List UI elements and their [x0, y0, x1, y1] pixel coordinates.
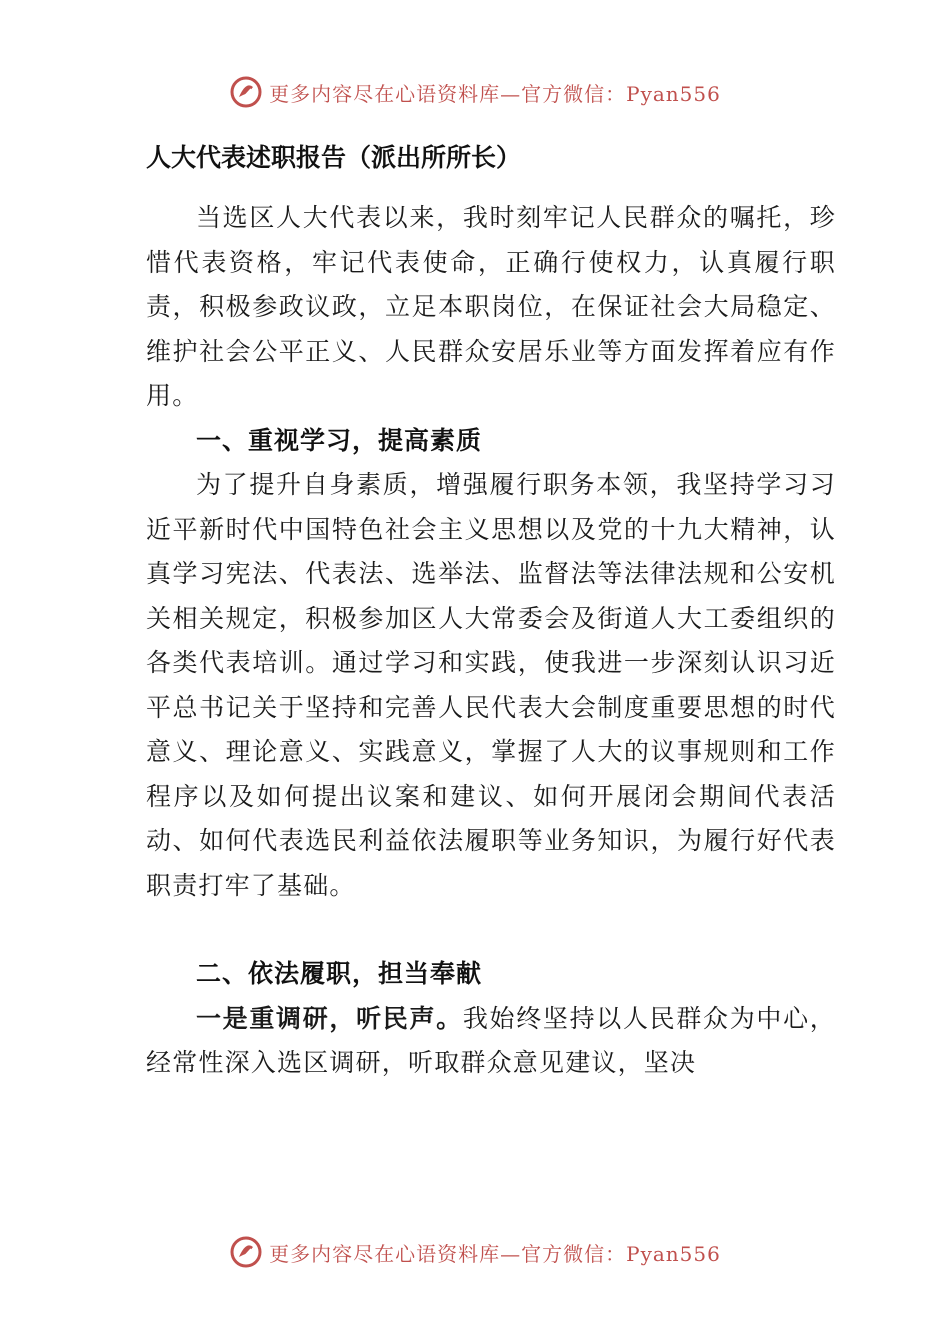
logo-icon: [229, 75, 263, 109]
header-banner: [0, 72, 950, 112]
banner-text: 更多内容尽在心语资料库—官方微信：Pyan556: [269, 81, 721, 106]
section2-body: 我始终坚持以人民群众为中心，经常性深入选区调研，听取群众意见建议，坚决: [146, 1003, 836, 1077]
section2-lead: 一是重调研，听民声。: [196, 1003, 463, 1033]
intro-paragraph: 当选区人大代表以来，我时刻牢记人民群众的嘱托，珍惜代表资格，牢记代表使命，正确行使权力，认真履行职责，积极参政议政，立足本职岗位，在保证社会大局稳定、维护社会公平正义、人民群众安居乐业等方面发挥着应有作用。: [146, 203, 836, 410]
section1-paragraph: 为了提升自身素质，增强履行职务本领，我坚持学习习近平新时代中国特色社会主义思想以及党的十九大精神，认真学习宪法、代表法、选举法、监督法等法律法规和公安机关相关规定，积极参加区人大常委会及街道人大工委组织的各类代表培训。通过学习和实践，使我进一步深刻认识习近平总书记关于坚持和完善人民代表大会制度重要思想的时代意义、理论意义、实践意义，掌握了人大的议事规则和工作程序以及如何提出议案和建议、如何开展闭会期间代表活动、如何代表选民利益依法履职等业务知识，为履行好代表职责打牢了基础。: [146, 470, 836, 900]
document-body: [146, 138, 836, 1086]
footer-banner: [0, 1232, 950, 1272]
document-title: 人大代表述职报告（派出所所长）: [146, 143, 522, 172]
section2-heading: 二、依法履职，担当奉献: [196, 959, 483, 988]
section2-paragraph: [146, 997, 836, 1086]
spacer: [146, 908, 836, 952]
section1-heading: 一、重视学习，提高素质: [196, 425, 483, 455]
banner-text: 更多内容尽在心语资料库—官方微信：Pyan556: [269, 1241, 721, 1266]
logo-icon: [229, 1235, 263, 1269]
